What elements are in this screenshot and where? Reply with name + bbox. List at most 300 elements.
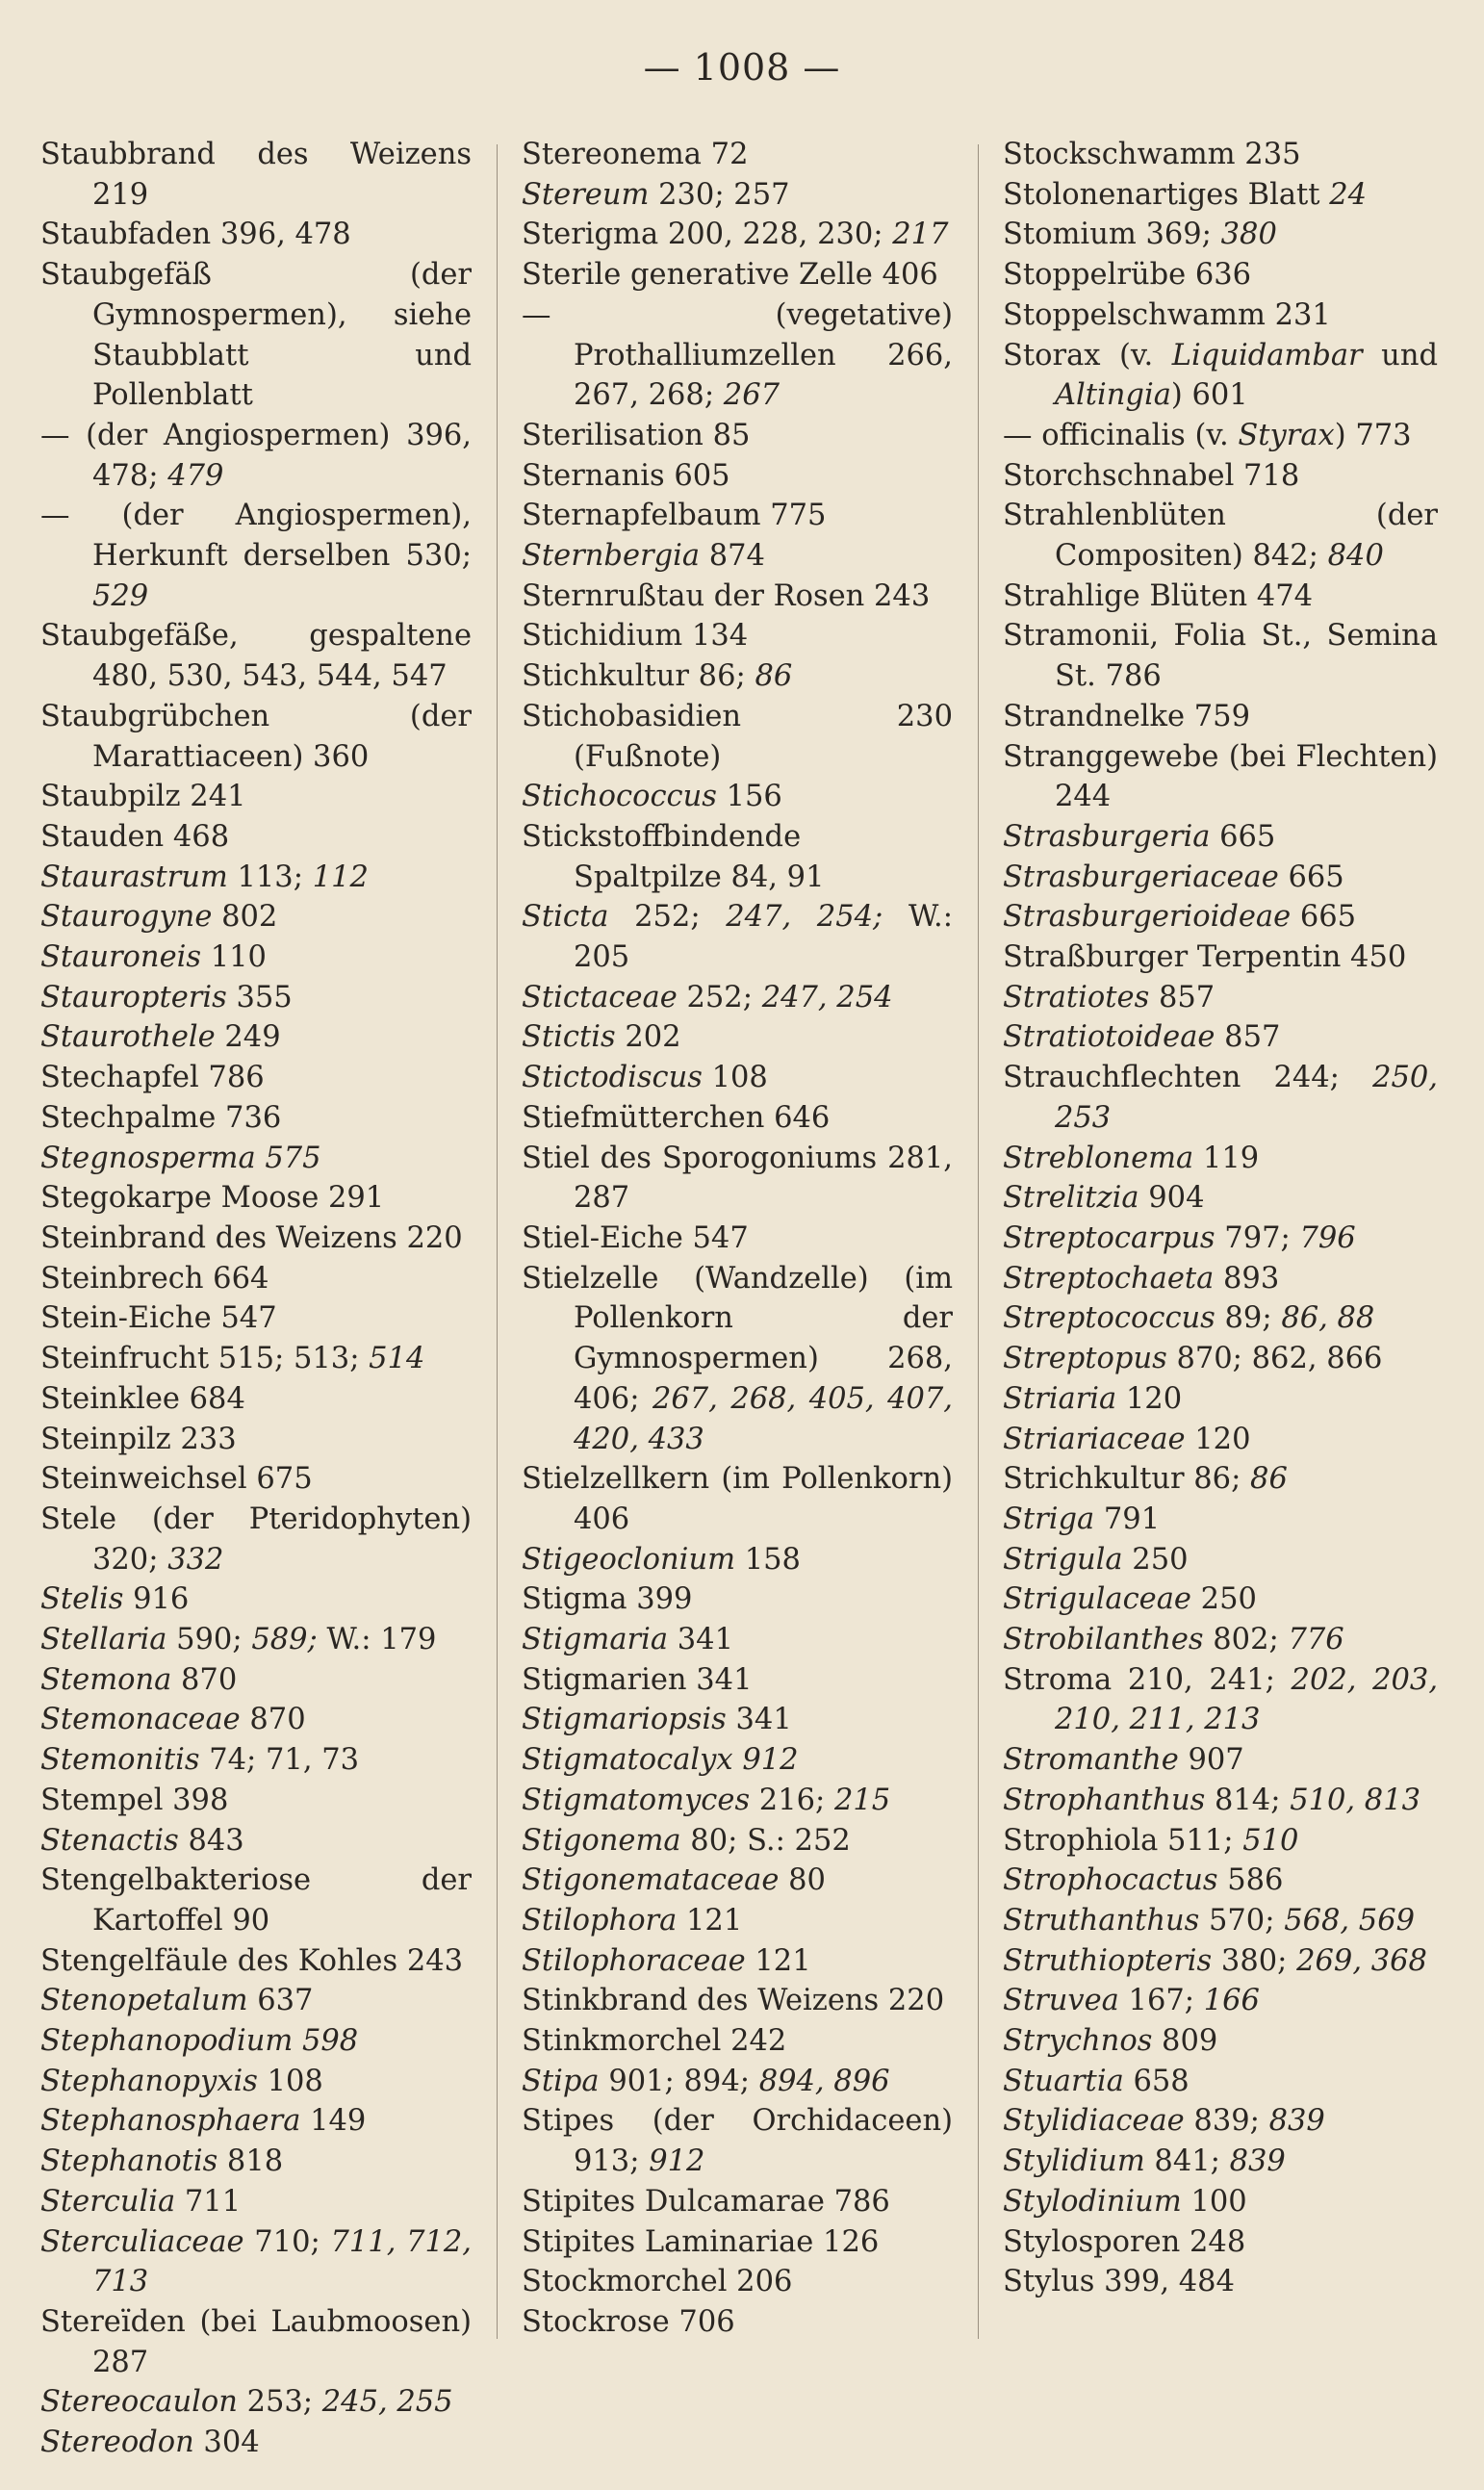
column-divider [497, 144, 498, 2339]
entry-text: 120 [1116, 1381, 1183, 1416]
entry-text: 570; [1199, 1903, 1285, 1938]
entry-text: ) 601 [1170, 378, 1248, 413]
entry-text: 74; 71, 73 [199, 1743, 360, 1778]
index-entry [1003, 1339, 1438, 1379]
entry-text: Stylosporen 248 [1003, 2224, 1246, 2259]
index-entry [1003, 1941, 1438, 1982]
entry-text: 586 [1217, 1863, 1284, 1898]
index-entry [1003, 817, 1438, 858]
entry-italic-text: Stigmatomyces [522, 1783, 751, 1817]
index-entry [522, 2101, 953, 2181]
entry-text: und [1362, 338, 1438, 372]
entry-text: 110 [201, 940, 267, 975]
index-entry [40, 1981, 472, 2021]
entry-text: Stipes (der Orchidaceen) 913; [522, 2104, 953, 2179]
entry-text: Stickstoffbindende Spaltpilze 84, 91 [522, 819, 825, 894]
entry-text: Stauden 468 [40, 819, 230, 854]
entry-italic-text: 575 [265, 1141, 321, 1175]
entry-italic-text: 510 [1242, 1823, 1299, 1858]
index-entry [40, 2062, 472, 2102]
index-entry [40, 2222, 472, 2302]
entry-text: Staubfaden 396, 478 [40, 218, 351, 252]
column-divider [978, 144, 979, 2339]
entry-italic-text: Stratiotes [1003, 980, 1150, 1014]
entry-italic-text: Stenactis [40, 1823, 179, 1858]
entry-text: 710; [243, 2224, 331, 2259]
index-entry [522, 1700, 953, 1740]
entry-text [256, 1142, 266, 1175]
entry-text: 818 [217, 2144, 284, 2179]
entry-text: Staubbrand des Weizens 219 [40, 138, 472, 212]
entry-text: Sternapfelbaum 775 [522, 499, 827, 533]
index-entry [1003, 175, 1438, 216]
index-entry [1003, 1500, 1438, 1540]
entry-italic-text: Stemonitis [40, 1743, 200, 1778]
entry-text: Stein-Eiche 547 [40, 1301, 277, 1336]
entry-italic-text: Stauroneis [40, 940, 202, 975]
entry-italic-text: Strelitzia [1003, 1181, 1139, 1216]
index-entry [40, 1660, 472, 1701]
index-entry [522, 2182, 953, 2222]
index-entry [1003, 1861, 1438, 1901]
entry-text: W.: 179 [317, 1623, 437, 1657]
index-entry [1003, 897, 1438, 937]
index-entry [522, 2222, 953, 2263]
index-entry [1003, 2262, 1438, 2302]
entry-italic-text: Stictodiscus [522, 1061, 703, 1095]
entry-text: 814; [1205, 1783, 1291, 1817]
entry-italic-text: Streptochaeta [1003, 1261, 1215, 1296]
entry-italic-text: 380 [1220, 218, 1277, 252]
index-entry [522, 215, 953, 255]
entry-text: Stichkultur 86; [522, 659, 755, 694]
entry-text: 121 [745, 1943, 811, 1978]
index-entry [1003, 1740, 1438, 1781]
entry-text: Stielzelle (Wandzelle) (im Pollenkorn der Gymnospermen) 268, 406; [522, 1261, 953, 1416]
entry-text [733, 1743, 743, 1777]
entry-text: Sterilisation 85 [522, 418, 751, 452]
entry-italic-text: 215 [833, 1783, 891, 1817]
index-entry [40, 1420, 472, 1460]
entry-text: 901; 894; [599, 2064, 759, 2098]
entry-text: Stielzellkern (im Pollenkorn) 406 [522, 1462, 953, 1536]
entry-text: Steinweichsel 675 [40, 1462, 313, 1497]
entry-italic-text: Stichococcus [522, 780, 717, 814]
entry-italic-text: Struthanthus [1003, 1903, 1200, 1938]
entry-text: 874 [700, 539, 765, 574]
entry-italic-text: Streptococcus [1003, 1301, 1215, 1336]
entry-text: Stereïden (bei Laubmoosen) 287 [40, 2304, 472, 2379]
entry-text: Stockschwamm 235 [1003, 138, 1301, 171]
entry-text: 590; [166, 1623, 252, 1657]
index-entry [40, 135, 472, 215]
index-entry [522, 456, 953, 497]
entry-italic-text: Staurogyne [40, 900, 213, 935]
index-entry [1003, 1620, 1438, 1660]
entry-italic-text: 166 [1203, 1984, 1260, 2018]
index-entry [522, 1017, 953, 1058]
entry-italic-text: 510, 813 [1290, 1783, 1421, 1817]
entry-italic-text: Liquidambar [1171, 338, 1363, 372]
entry-italic-text: Stephanopodium [40, 2024, 294, 2059]
entry-text: Stigmarien 341 [522, 1662, 753, 1697]
index-entry [40, 255, 472, 416]
index-entry [40, 2423, 472, 2463]
entry-text: 156 [716, 780, 782, 814]
index-entry [40, 1379, 472, 1420]
entry-text: 80 [779, 1863, 826, 1898]
entry-text: Stroma 210, 241; [1003, 1662, 1292, 1697]
entry-text: Steinpilz 233 [40, 1422, 237, 1456]
entry-text: — (vegetative) Prothalliumzellen 266, 267, 268; [522, 297, 953, 413]
index-entry [40, 1098, 472, 1139]
index-entry [522, 978, 953, 1018]
index-entry [1003, 858, 1438, 898]
index-entry [40, 1620, 472, 1660]
index-entry [40, 1298, 472, 1339]
index-entry [522, 1901, 953, 1941]
entry-italic-text: 86, 88 [1281, 1301, 1375, 1336]
entry-italic-text: 86 [755, 659, 793, 694]
entry-italic-text: 912 [742, 1743, 799, 1778]
entry-text: Staubpilz 241 [40, 780, 246, 814]
entry-text: 809 [1152, 2024, 1218, 2059]
entry-italic-text: Stigonemataceae [522, 1863, 780, 1898]
entry-italic-text: 202, 203, 210, 211, 213 [1055, 1662, 1439, 1737]
entry-text: Stigma 399 [522, 1582, 693, 1617]
entry-italic-text: 267 [723, 378, 780, 413]
entry-text: Stinkmorchel 242 [522, 2024, 787, 2059]
entry-italic-text: Stratiotoideae [1003, 1020, 1215, 1055]
entry-italic-text: 250, 253 [1055, 1061, 1438, 1135]
index-entry [522, 897, 953, 977]
index-entry [1003, 1259, 1438, 1299]
entry-text: Stegokarpe Moose 291 [40, 1181, 385, 1216]
entry-italic-text: Struthiopteris [1003, 1943, 1213, 1978]
index-entry [1003, 2222, 1438, 2263]
index-entry [1003, 416, 1438, 456]
index-entry [40, 937, 472, 978]
index-entry [1003, 577, 1438, 617]
entry-italic-text: Stephanopyxis [40, 2064, 258, 2098]
entry-italic-text: Stromanthe [1003, 1743, 1179, 1778]
entry-text: Stiel des Sporogoniums 281, 287 [522, 1141, 953, 1216]
index-entry [1003, 1298, 1438, 1339]
entry-text: — officinalis (v. [1003, 418, 1239, 452]
index-entry [522, 295, 953, 416]
index-entry [40, 1259, 472, 1299]
entry-text: 252; [677, 980, 762, 1014]
entry-text: Sternrußtau der Rosen 243 [522, 578, 931, 613]
entry-text: 158 [735, 1542, 801, 1577]
entry-italic-text: Strigula [1003, 1542, 1123, 1577]
entry-italic-text: Stellaria [40, 1623, 167, 1657]
index-entry [522, 255, 953, 295]
entry-text: Stockmorchel 206 [522, 2265, 793, 2299]
index-entry [1003, 697, 1438, 737]
entry-italic-text: 776 [1288, 1623, 1344, 1657]
index-entry [40, 1700, 472, 1740]
index-entry [522, 1259, 953, 1460]
entry-text: Stipites Dulcamarae 786 [522, 2184, 890, 2219]
entry-text: Steinklee 684 [40, 1381, 245, 1416]
entry-text: 341 [726, 1703, 792, 1737]
index-entry [522, 1098, 953, 1139]
index-entry [1003, 1781, 1438, 1821]
entry-italic-text: Stemona [40, 1662, 172, 1697]
entry-text: 665 [1291, 900, 1357, 935]
entry-text: 843 [178, 1823, 244, 1858]
index-entry [1003, 2021, 1438, 2062]
entry-italic-text: Stephanotis [40, 2144, 218, 2179]
entry-text: Stiefmütterchen 646 [522, 1100, 831, 1135]
index-entry [40, 2182, 472, 2222]
index-entry [1003, 135, 1438, 175]
index-entry [522, 1660, 953, 1701]
index-entry [522, 697, 953, 777]
entry-text: Stoppelschwamm 231 [1003, 297, 1331, 332]
index-entry [522, 135, 953, 175]
index-entry [522, 1219, 953, 1259]
index-entry [1003, 1821, 1438, 1861]
entry-text: 870; 862, 866 [1166, 1342, 1383, 1376]
index-entry [522, 1981, 953, 2021]
entry-italic-text: 112 [312, 860, 369, 894]
entry-italic-text: 589; [251, 1623, 318, 1657]
entry-text: 108 [257, 2064, 323, 2098]
index-entry [522, 777, 953, 817]
entry-text: 907 [1178, 1743, 1244, 1778]
entry-text: 121 [677, 1903, 743, 1938]
index-entry [1003, 336, 1438, 416]
index-entry [40, 1500, 472, 1579]
index-entry [40, 858, 472, 898]
entry-italic-text: Strigulaceae [1003, 1582, 1191, 1617]
entry-text: 870 [240, 1703, 306, 1737]
index-entry [522, 2062, 953, 2102]
index-entry [1003, 2182, 1438, 2222]
entry-italic-text: Stuartia [1003, 2064, 1124, 2098]
entry-text: 253; [237, 2385, 322, 2420]
entry-italic-text: Staurothele [40, 1020, 216, 1055]
entry-text: 802 [212, 900, 278, 935]
entry-italic-text: 24 [1329, 177, 1368, 212]
index-entry [522, 416, 953, 456]
entry-text: Stereonema 72 [522, 138, 749, 171]
index-entry [40, 2101, 472, 2142]
index-entry [1003, 1178, 1438, 1219]
entry-italic-text: Stereum [522, 177, 650, 212]
entry-italic-text: Striariaceae [1003, 1422, 1186, 1456]
entry-italic-text: Strychnos [1003, 2024, 1153, 2059]
index-entry [1003, 215, 1438, 255]
index-entry [40, 215, 472, 255]
entry-italic-text: 86 [1250, 1462, 1288, 1497]
index-column-3 [1003, 135, 1438, 2302]
index-entry [40, 1740, 472, 1781]
entry-text: 665 [1210, 819, 1276, 854]
index-entry [1003, 1540, 1438, 1580]
index-entry [522, 817, 953, 897]
index-entry [40, 1339, 472, 1379]
entry-text: Strophiola 511; [1003, 1823, 1243, 1858]
index-entry [40, 1139, 472, 1179]
entry-text: Stechapfel 786 [40, 1061, 265, 1095]
entry-text: Sterile generative Zelle 406 [522, 258, 938, 293]
entry-text: Staubgefäß (der Gymnospermen), siehe Staubblatt und Pollenblatt [40, 258, 472, 413]
entry-italic-text: Sterculiaceae [40, 2224, 244, 2259]
index-entry [1003, 1139, 1438, 1179]
entry-italic-text: 479 [167, 458, 224, 493]
entry-italic-text: Stegnosperma [40, 1141, 256, 1175]
entry-italic-text: Striaria [1003, 1381, 1117, 1416]
entry-text: Stechpalme 736 [40, 1100, 282, 1135]
index-entry [522, 1861, 953, 1901]
index-entry [1003, 1219, 1438, 1259]
entry-italic-text: 247, 254; [726, 900, 883, 935]
entry-text: Stomium 369; [1003, 218, 1221, 252]
entry-italic-text: Strophocactus [1003, 1863, 1218, 1898]
entry-text: Staubgefäße, gespaltene 480, 530, 543, 544, 547 [40, 619, 472, 694]
index-entry [522, 1459, 953, 1539]
index-entry [1003, 1017, 1438, 1058]
entry-text: 658 [1123, 2064, 1190, 2098]
index-entry [40, 1941, 472, 1982]
entry-text: Sternanis 605 [522, 458, 730, 493]
index-entry [1003, 1981, 1438, 2021]
entry-italic-text: Strasburgerioideae [1003, 900, 1292, 935]
entry-text: 149 [300, 2104, 367, 2139]
entry-italic-text: Stereodon [40, 2426, 194, 2460]
entry-italic-text: Stictaceae [522, 980, 678, 1014]
entry-text: Stiel-Eiche 547 [522, 1220, 749, 1255]
index-entry [40, 777, 472, 817]
entry-italic-text: Styrax [1238, 418, 1335, 452]
index-entry [40, 978, 472, 1018]
entry-text: Strichkultur 86; [1003, 1462, 1251, 1497]
entry-text: 120 [1185, 1422, 1251, 1456]
entry-italic-text: Staurastrum [40, 860, 228, 894]
index-entry [40, 1178, 472, 1219]
index-entry [1003, 1058, 1438, 1138]
entry-text: 916 [123, 1582, 190, 1617]
index-entry [1003, 1901, 1438, 1941]
entry-text: Stele (der Pteridophyten) 320; [40, 1502, 472, 1577]
entry-italic-text: Stelis [40, 1582, 124, 1617]
entry-text: 380; [1212, 1943, 1297, 1978]
entry-italic-text: Sticta [522, 900, 609, 935]
index-entry [522, 1821, 953, 1861]
entry-text: 791 [1094, 1502, 1161, 1536]
entry-text: — (der Angiospermen), Herkunft derselben 530; [40, 499, 472, 574]
index-entry [40, 1219, 472, 1259]
entry-text: 89; [1215, 1301, 1282, 1336]
entry-italic-text: Sterculia [40, 2184, 176, 2219]
index-entry [1003, 1379, 1438, 1420]
entry-italic-text: Strobilanthes [1003, 1623, 1204, 1657]
entry-italic-text: 245, 255 [321, 2385, 453, 2420]
entry-text: 665 [1278, 860, 1344, 894]
entry-text: 711 [175, 2184, 242, 2219]
entry-italic-text: Stilophoraceae [522, 1943, 746, 1978]
entry-text: 202 [615, 1020, 681, 1055]
entry-italic-text: Sternbergia [522, 539, 701, 574]
index-entry [1003, 1660, 1438, 1740]
entry-text: Stinkbrand des Weizens 220 [522, 1984, 945, 2018]
entry-italic-text: Stylidiaceae [1003, 2104, 1185, 2139]
index-entry [1003, 2101, 1438, 2142]
entry-italic-text: Strophanthus [1003, 1783, 1206, 1817]
index-entry [1003, 1420, 1438, 1460]
index-entry [40, 1821, 472, 1861]
entry-text: ) 773 [1334, 418, 1412, 452]
entry-italic-text: Stigmariopsis [522, 1703, 727, 1737]
entry-italic-text: Stilophora [522, 1903, 678, 1938]
index-entry [522, 496, 953, 536]
index-entry [1003, 295, 1438, 336]
entry-text: Stoppelrübe 636 [1003, 258, 1252, 293]
index-entry [522, 1540, 953, 1580]
index-entry [1003, 978, 1438, 1018]
entry-italic-text: 796 [1299, 1220, 1356, 1255]
entry-text: Stipites Laminariae 126 [522, 2224, 880, 2259]
index-entry [1003, 2142, 1438, 2182]
entry-text: Stramonii, Folia St., Semina St. 786 [1003, 619, 1438, 694]
entry-text: Stylus 399, 484 [1003, 2265, 1235, 2299]
index-entry [40, 2142, 472, 2182]
entry-italic-text: 267, 268, 405, 407, 420, 433 [574, 1381, 954, 1456]
index-entry [1003, 1579, 1438, 1620]
index-entry [40, 1579, 472, 1620]
entry-text: 250 [1122, 1542, 1189, 1577]
index-entry [522, 577, 953, 617]
entry-text: 904 [1139, 1181, 1205, 1216]
entry-italic-text: Altingia [1055, 378, 1171, 413]
entry-text: Storchschnabel 718 [1003, 458, 1300, 493]
index-entry [1003, 496, 1438, 576]
entry-text: 355 [226, 980, 293, 1014]
index-entry [1003, 255, 1438, 295]
entry-text: Strauchflechten 244; [1003, 1061, 1373, 1095]
index-entry [40, 2302, 472, 2382]
index-entry [40, 897, 472, 937]
entry-text: W.: 205 [574, 900, 953, 975]
entry-text: 857 [1215, 1020, 1281, 1055]
entry-italic-text: 217 [892, 218, 949, 252]
entry-italic-text: 514 [369, 1342, 425, 1376]
entry-italic-text: Stemonaceae [40, 1703, 241, 1737]
index-entry [522, 2262, 953, 2302]
entry-text: 841; [1144, 2144, 1230, 2179]
index-entry [522, 1740, 953, 1781]
entry-italic-text: Strasburgeriaceae [1003, 860, 1279, 894]
index-entry [1003, 737, 1438, 817]
index-entry [40, 1861, 472, 1940]
entry-italic-text: Stigonema [522, 1823, 681, 1858]
entry-italic-text: 912 [649, 2144, 705, 2179]
entry-text: 341 [668, 1623, 733, 1657]
entry-text: 108 [702, 1061, 768, 1095]
index-entry [40, 697, 472, 777]
entry-italic-text: Stigmatocalyx [522, 1743, 733, 1778]
entry-italic-text: 529 [92, 578, 149, 613]
entry-text: Stengelbakteriose der Kartoffel 90 [40, 1863, 472, 1938]
entry-italic-text: Streptocarpus [1003, 1220, 1215, 1255]
entry-text: Staubgrübchen (der Marattiaceen) 360 [40, 699, 472, 774]
entry-italic-text: Struvea [1003, 1984, 1119, 2018]
entry-text: 249 [215, 1020, 281, 1055]
entry-text: Strahlige Blüten 474 [1003, 578, 1314, 613]
